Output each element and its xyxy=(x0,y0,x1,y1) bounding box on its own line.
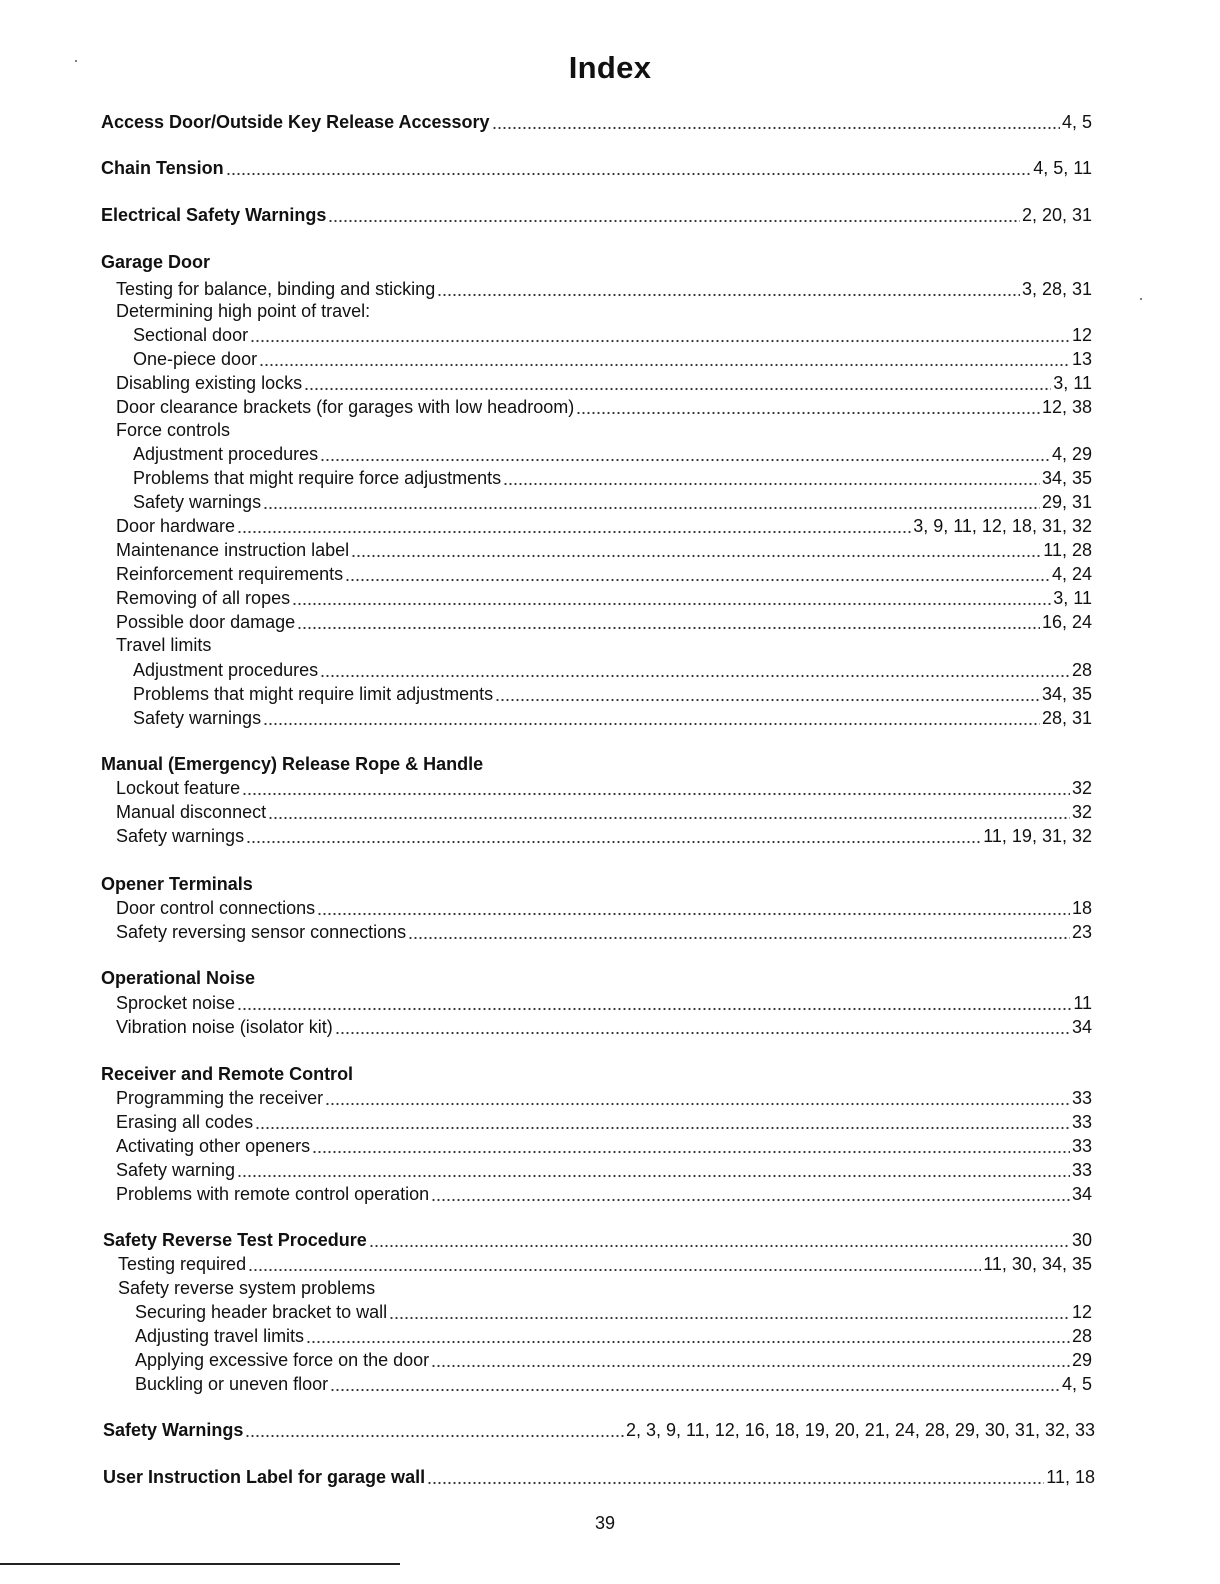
index-entry xyxy=(118,1251,1092,1275)
entry-label: Travel limits xyxy=(116,635,212,655)
entry-pages: 4, 5 xyxy=(1061,1374,1092,1394)
entry-label: Opener Terminals xyxy=(101,874,253,894)
entry-pages: 34, 35 xyxy=(1041,468,1092,488)
entry-pages: 28 xyxy=(1071,660,1092,680)
entry-label: Buckling or uneven floor xyxy=(135,1374,329,1394)
entry-pages: 32 xyxy=(1071,802,1092,822)
dot-leader xyxy=(576,396,1040,415)
dot-leader xyxy=(306,1325,1070,1344)
entry-pages: 11 xyxy=(1073,993,1092,1013)
entry-label: Securing header bracket to wall xyxy=(135,1302,388,1322)
entry-label: Removing of all ropes xyxy=(116,588,291,608)
index-entry xyxy=(116,632,1092,656)
entry-label: Adjustment procedures xyxy=(133,444,319,464)
entry-pages: 12 xyxy=(1071,325,1092,345)
index-heading xyxy=(103,1464,1095,1488)
index-heading xyxy=(103,1417,1095,1441)
entry-pages: 23 xyxy=(1071,922,1092,942)
index-entry xyxy=(133,681,1092,705)
dot-leader xyxy=(248,1253,981,1272)
dot-leader xyxy=(312,1135,1070,1154)
index-entry xyxy=(116,585,1092,609)
dot-leader xyxy=(237,992,1071,1011)
dot-leader xyxy=(389,1301,1070,1320)
index-entry xyxy=(135,1299,1092,1323)
dot-leader xyxy=(268,801,1070,820)
entry-label: Programming the receiver xyxy=(116,1088,324,1108)
index-entry xyxy=(133,441,1092,465)
entry-label: Adjusting travel limits xyxy=(135,1326,305,1346)
entry-pages: 4, 29 xyxy=(1051,444,1092,464)
entry-pages: 12, 38 xyxy=(1041,397,1092,417)
dot-leader xyxy=(427,1466,1044,1485)
entry-pages: 28 xyxy=(1071,1326,1092,1346)
dot-leader xyxy=(492,111,1060,130)
entry-label: Safety warning xyxy=(116,1160,236,1180)
dot-leader xyxy=(320,443,1050,462)
dot-leader xyxy=(437,278,1020,297)
dot-leader xyxy=(431,1349,1070,1368)
entry-label: Applying excessive force on the door xyxy=(135,1350,430,1370)
entry-label: Safety reverse system problems xyxy=(118,1278,376,1298)
index-heading xyxy=(101,1061,1092,1085)
index-entry xyxy=(116,1014,1092,1038)
entry-pages: 2, 20, 31 xyxy=(1021,205,1092,225)
dot-leader xyxy=(246,825,981,844)
entry-pages: 11, 30, 34, 35 xyxy=(983,1254,1092,1274)
dot-leader xyxy=(320,659,1070,678)
entry-pages: 11, 28 xyxy=(1043,540,1092,560)
index-entry xyxy=(135,1347,1092,1371)
index-entry xyxy=(116,775,1092,799)
entry-label: Safety warnings xyxy=(133,708,262,728)
entry-label: Receiver and Remote Control xyxy=(101,1064,354,1084)
index-entry xyxy=(133,705,1092,729)
entry-label: User Instruction Label for garage wall xyxy=(103,1467,426,1487)
entry-label: Vibration noise (isolator kit) xyxy=(116,1017,333,1037)
entry-label: Adjustment procedures xyxy=(133,660,319,680)
dot-leader xyxy=(431,1183,1070,1202)
dot-leader xyxy=(503,467,1040,486)
entry-label: Maintenance instruction label xyxy=(116,540,350,560)
entry-label: Safety Warnings xyxy=(103,1420,244,1440)
index-entry xyxy=(116,1109,1092,1133)
dot-leader xyxy=(237,1159,1070,1178)
speck xyxy=(1140,298,1142,300)
entry-label: Sectional door xyxy=(133,325,249,345)
entry-label: Garage Door xyxy=(101,252,211,272)
index-entry xyxy=(116,1157,1092,1181)
index-entry xyxy=(116,370,1092,394)
entry-label: Problems that might require force adjustments xyxy=(133,468,502,488)
page-title: Index xyxy=(568,50,652,85)
entry-pages: 3, 28, 31 xyxy=(1021,279,1092,299)
entry-pages: 4, 5 xyxy=(1061,112,1092,132)
index-entry xyxy=(116,417,1092,441)
entry-label: Manual disconnect xyxy=(116,802,267,822)
entry-label: Chain Tension xyxy=(101,158,224,178)
entry-label: Sprocket noise xyxy=(116,993,236,1013)
index-entry xyxy=(116,1181,1092,1205)
index-entry xyxy=(135,1371,1092,1395)
dot-leader xyxy=(495,683,1040,702)
dot-leader xyxy=(408,921,1070,940)
dot-leader xyxy=(237,515,911,534)
dot-leader xyxy=(259,348,1070,367)
index-entry xyxy=(116,513,1092,537)
entry-pages: 32 xyxy=(1071,778,1092,798)
entry-label: Manual (Emergency) Release Rope & Handle xyxy=(101,754,484,774)
entry-label: Safety warnings xyxy=(116,826,245,846)
index-entry xyxy=(116,799,1092,823)
entry-label: Determining high point of travel: xyxy=(116,301,371,321)
dot-leader xyxy=(328,204,1020,223)
entry-label: Problems with remote control operation xyxy=(116,1184,430,1204)
page-number: 39 xyxy=(594,1513,616,1533)
entry-pages: 16, 24 xyxy=(1041,612,1092,632)
entry-label: One-piece door xyxy=(133,349,258,369)
dot-leader xyxy=(226,157,1032,176)
entry-label: Electrical Safety Warnings xyxy=(101,205,327,225)
entry-pages: 29, 31 xyxy=(1041,492,1092,512)
index-heading xyxy=(101,751,1092,775)
dot-leader xyxy=(351,539,1041,558)
entry-pages: 3, 11 xyxy=(1053,588,1092,608)
entry-pages: 34 xyxy=(1071,1184,1092,1204)
dot-leader xyxy=(325,1087,1070,1106)
entry-label: Safety reversing sensor connections xyxy=(116,922,407,942)
entry-label: Activating other openers xyxy=(116,1136,311,1156)
dot-leader xyxy=(330,1373,1060,1392)
entry-pages: 2, 3, 9, 11, 12, 16, 18, 19, 20, 21, 24, 28, 29, 30, 31, 32, 33 xyxy=(625,1420,1095,1440)
index-heading xyxy=(101,109,1092,133)
index-entry xyxy=(133,322,1092,346)
speck xyxy=(75,60,77,62)
dot-leader xyxy=(250,324,1070,343)
index-entry xyxy=(116,298,1092,322)
index-heading xyxy=(101,202,1092,226)
entry-pages: 30 xyxy=(1071,1230,1092,1250)
entry-pages: 33 xyxy=(1071,1136,1092,1156)
entry-pages: 34, 35 xyxy=(1041,684,1092,704)
entry-pages: 18 xyxy=(1071,898,1092,918)
index-heading xyxy=(101,965,1092,989)
entry-pages: 33 xyxy=(1071,1160,1092,1180)
index-entry xyxy=(133,346,1092,370)
entry-label: Disabling existing locks xyxy=(116,373,303,393)
dot-leader xyxy=(242,777,1070,796)
entry-pages: 13 xyxy=(1071,349,1092,369)
entry-label: Testing required xyxy=(118,1254,247,1274)
entry-pages: 33 xyxy=(1071,1112,1092,1132)
index-entry xyxy=(133,465,1092,489)
entry-label: Door clearance brackets (for garages with low headroom) xyxy=(116,397,575,417)
dot-leader xyxy=(345,563,1050,582)
entry-label: Door hardware xyxy=(116,516,236,536)
entry-label: Erasing all codes xyxy=(116,1112,254,1132)
entry-pages: 33 xyxy=(1071,1088,1092,1108)
index-entry xyxy=(135,1323,1092,1347)
dot-leader xyxy=(304,372,1051,391)
entry-pages: 11, 18 xyxy=(1046,1467,1095,1487)
entry-pages: 12 xyxy=(1071,1302,1092,1322)
entry-label: Reinforcement requirements xyxy=(116,564,344,584)
index-entry xyxy=(116,990,1092,1014)
index-heading xyxy=(101,155,1092,179)
entry-label: Problems that might require limit adjustments xyxy=(133,684,494,704)
entry-label: Door control connections xyxy=(116,898,316,918)
dot-leader xyxy=(335,1016,1070,1035)
index-entry xyxy=(133,657,1092,681)
dot-leader xyxy=(263,707,1040,726)
dot-leader xyxy=(255,1111,1070,1130)
index-entry xyxy=(133,489,1092,513)
dot-leader xyxy=(245,1419,624,1438)
index-entry xyxy=(116,823,1092,847)
index-entry xyxy=(116,537,1092,561)
index-entry xyxy=(116,561,1092,585)
entry-label: Testing for balance, binding and sticking xyxy=(116,279,436,299)
dot-leader xyxy=(263,491,1040,510)
entry-pages: 3, 9, 11, 12, 18, 31, 32 xyxy=(913,516,1092,536)
dot-leader xyxy=(317,897,1070,916)
entry-label: Lockout feature xyxy=(116,778,241,798)
index-entry xyxy=(116,394,1092,418)
index-entry xyxy=(118,1275,1092,1299)
dot-leader xyxy=(292,587,1051,606)
entry-pages: 11, 19, 31, 32 xyxy=(983,826,1092,846)
index-heading xyxy=(101,249,1092,273)
entry-label: Access Door/Outside Key Release Accessory xyxy=(101,112,490,132)
index-entry xyxy=(116,609,1092,633)
index-entry xyxy=(116,919,1092,943)
dot-leader xyxy=(369,1229,1070,1248)
index-entry xyxy=(116,1133,1092,1157)
entry-label: Operational Noise xyxy=(101,968,256,988)
entry-pages: 4, 24 xyxy=(1051,564,1092,584)
index-entry xyxy=(116,1085,1092,1109)
index-heading xyxy=(101,871,1092,895)
entry-pages: 28, 31 xyxy=(1041,708,1092,728)
index-heading xyxy=(103,1227,1092,1251)
entry-label: Force controls xyxy=(116,420,231,440)
entry-pages: 34 xyxy=(1071,1017,1092,1037)
dot-leader xyxy=(297,611,1040,630)
entry-pages: 3, 11 xyxy=(1053,373,1092,393)
entry-label: Safety warnings xyxy=(133,492,262,512)
entry-label: Possible door damage xyxy=(116,612,296,632)
index-entry xyxy=(116,276,1092,300)
bottom-rule xyxy=(0,1563,400,1565)
entry-pages: 4, 5, 11 xyxy=(1033,158,1092,178)
index-entry xyxy=(116,895,1092,919)
entry-label: Safety Reverse Test Procedure xyxy=(103,1230,367,1250)
entry-pages: 29 xyxy=(1071,1350,1092,1370)
